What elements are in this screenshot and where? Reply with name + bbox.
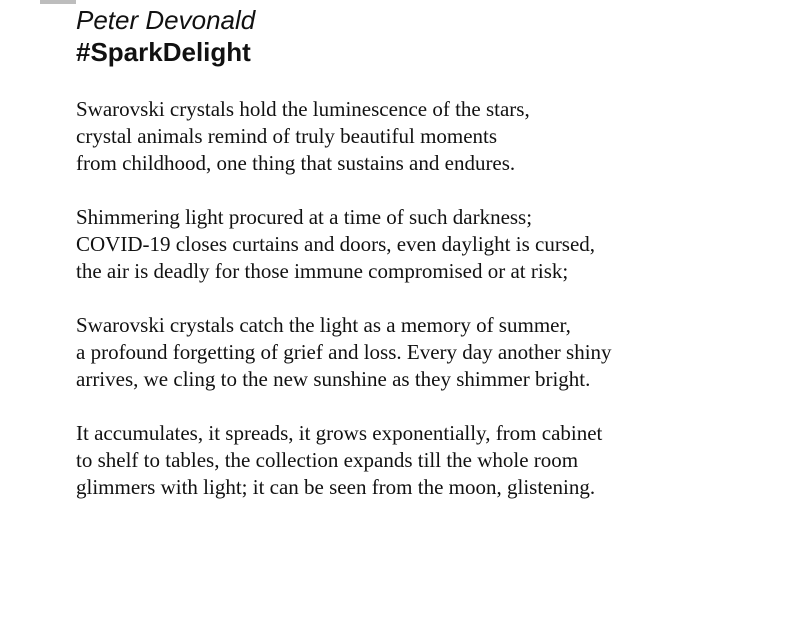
poem-body [76,96,776,501]
stanza-2 [76,204,776,285]
poem-line: a profound forgetting of grief and loss. Every day another shiny [76,340,612,364]
stanza-1 [76,96,776,177]
poem-line: Swarovski crystals hold the luminescence of the stars, [76,97,530,121]
poem-line: glimmers with light; it can be seen from the moon, glistening. [76,475,596,499]
stanza-4 [76,420,776,501]
document-page [76,4,776,528]
hashtag-title: #SparkDelight [76,37,251,67]
poem-line: crystal animals remind of truly beautiful moments [76,124,498,148]
poem-line: the air is deadly for those immune compromised or at risk; [76,259,569,283]
author-name: Peter Devonald [76,5,256,35]
poem-line: arrives, we cling to the new sunshine as they shimmer bright. [76,367,591,391]
stanza-3 [76,312,776,393]
poem-line: Shimmering light procured at a time of such darkness; [76,205,533,229]
poem-line: COVID-19 closes curtains and doors, even daylight is cursed, [76,232,596,256]
poem-line: It accumulates, it spreads, it grows exponentially, from cabinet [76,421,603,445]
page-corner-marker [40,0,76,4]
poem-line: Swarovski crystals catch the light as a memory of summer, [76,313,571,337]
poem-line: to shelf to tables, the collection expands till the whole room [76,448,579,472]
poem-line: from childhood, one thing that sustains and endures. [76,151,516,175]
